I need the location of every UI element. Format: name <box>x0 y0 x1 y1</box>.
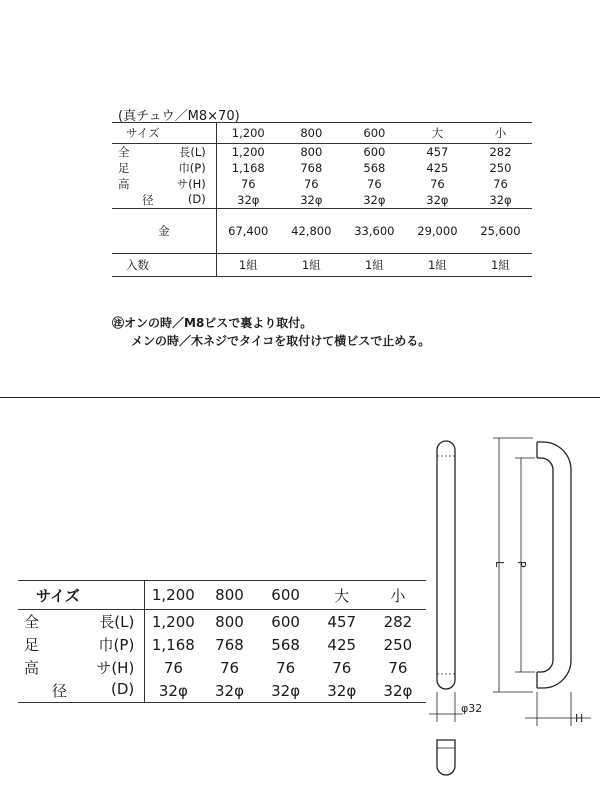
row-label-a: 高 <box>24 659 40 677</box>
row-label-a: 足 <box>118 161 130 175</box>
table-cell: 425 <box>327 635 357 654</box>
row-label-b: 長(L) <box>99 613 135 631</box>
length-label: L <box>493 561 506 568</box>
quantity-cell: 1組 <box>406 254 469 277</box>
table-cell: 32φ <box>300 193 323 207</box>
table-header-row <box>112 123 532 144</box>
table-cell: 76 <box>430 177 445 191</box>
table-cell: 568 <box>271 635 300 654</box>
table-cell: 76 <box>332 658 352 677</box>
size-label: サイズ <box>18 581 145 610</box>
table-cell: 1,168 <box>231 161 265 175</box>
table-cell: 425 <box>426 161 449 175</box>
price-row <box>112 209 532 254</box>
row-label-a: 径 <box>52 682 68 700</box>
table-cell: 76 <box>219 658 240 677</box>
size-header: 大 <box>314 581 370 610</box>
table-cell: 32φ <box>145 679 202 703</box>
row-label-a: 径 <box>142 193 154 207</box>
row-label-b: サ(H) <box>96 659 135 677</box>
install-note-line1: ㊟オンの時／M8ビスで裏より取付。 <box>112 316 313 330</box>
install-note-line2: メンの時／木ネジでタイコを取付けて横ビスで止める。 <box>131 334 431 348</box>
table-cell: 768 <box>300 161 323 175</box>
table-cell: 76 <box>240 177 256 191</box>
table-cell: 32φ <box>489 193 512 207</box>
size-header: 小 <box>469 123 532 144</box>
row-label-b: サ(H) <box>176 177 206 191</box>
table-cell: 76 <box>276 658 296 677</box>
size-header: 小 <box>370 581 426 610</box>
table-row <box>112 160 532 176</box>
table-cell: 250 <box>489 161 512 175</box>
quantity-cell: 1組 <box>280 254 343 277</box>
size-header: 600 <box>258 581 314 610</box>
table-cell: 76 <box>367 177 382 191</box>
handle-diagram <box>425 430 595 790</box>
table-cell: 457 <box>327 612 357 631</box>
row-label-a: 全 <box>24 613 40 631</box>
table-cell: 1,200 <box>151 612 195 631</box>
price-label: 金 <box>112 209 216 254</box>
handle-side-view <box>537 442 571 688</box>
table-cell: 568 <box>363 161 386 175</box>
row-label-a: 高 <box>118 177 130 191</box>
table-cell: 457 <box>426 145 449 159</box>
price-cell: 67,400 <box>216 209 280 254</box>
table-row <box>112 176 532 192</box>
table-cell: 32φ <box>258 679 314 703</box>
row-label-b: 長(L) <box>178 145 206 159</box>
table-cell: 76 <box>388 658 408 677</box>
row-label-b: (D) <box>111 680 135 698</box>
pitch-label: P <box>515 561 528 568</box>
quantity-cell: 1組 <box>343 254 406 277</box>
spec-title: (真チュウ／M8×70) <box>118 109 240 124</box>
price-cell: 42,800 <box>280 209 343 254</box>
handle-end-view <box>437 740 455 775</box>
table-row <box>18 679 426 703</box>
table-row <box>18 656 426 679</box>
table-row <box>112 192 532 209</box>
size-header: 800 <box>201 581 257 610</box>
table-cell: 32φ <box>370 679 426 703</box>
table-cell: 32φ <box>314 679 370 703</box>
diameter-dimension <box>429 692 463 722</box>
size-header: 600 <box>343 123 406 144</box>
table-cell: 282 <box>489 145 512 159</box>
table-cell: 32φ <box>237 193 260 207</box>
quantity-cell: 1組 <box>216 254 280 277</box>
table-row <box>112 144 532 161</box>
table-cell: 1,200 <box>231 145 265 159</box>
row-label-b: (D) <box>187 192 206 206</box>
table-cell: 768 <box>215 635 244 654</box>
table-cell: 600 <box>271 612 300 631</box>
price-cell: 25,600 <box>469 209 532 254</box>
row-label-b: 巾(P) <box>178 161 206 175</box>
spec-table-bottom <box>18 580 426 703</box>
diameter-label: φ32 <box>461 702 483 715</box>
row-label-b: 巾(P) <box>98 636 135 654</box>
table-header-row <box>18 581 426 610</box>
price-cell: 33,600 <box>343 209 406 254</box>
table-cell: 800 <box>300 145 323 159</box>
height-label: H <box>575 712 584 725</box>
spec-table-top <box>112 122 532 277</box>
table-cell: 250 <box>383 635 413 654</box>
size-header: 1,200 <box>216 123 280 144</box>
section-divider <box>0 397 600 398</box>
table-cell: 800 <box>215 612 244 631</box>
table-cell: 600 <box>363 145 386 159</box>
table-cell: 76 <box>303 177 319 191</box>
table-cell: 1,168 <box>151 635 195 654</box>
size-header: 大 <box>406 123 469 144</box>
quantity-cell: 1組 <box>469 254 532 277</box>
size-header: 1,200 <box>145 581 202 610</box>
table-cell: 32φ <box>426 193 449 207</box>
table-cell: 76 <box>493 177 508 191</box>
table-row <box>18 633 426 656</box>
handle-front-view <box>437 441 455 689</box>
table-cell: 76 <box>163 658 183 677</box>
table-cell: 282 <box>383 612 413 631</box>
quantity-label: 入数 <box>112 254 216 277</box>
price-cell: 29,000 <box>406 209 469 254</box>
row-label-a: 足 <box>24 636 40 654</box>
table-cell: 32φ <box>363 193 386 207</box>
row-label-a: 全 <box>118 145 130 159</box>
quantity-row <box>112 254 532 277</box>
size-header: 800 <box>280 123 343 144</box>
table-cell: 32φ <box>201 679 257 703</box>
size-label: サイズ <box>112 123 216 144</box>
table-row <box>18 610 426 634</box>
